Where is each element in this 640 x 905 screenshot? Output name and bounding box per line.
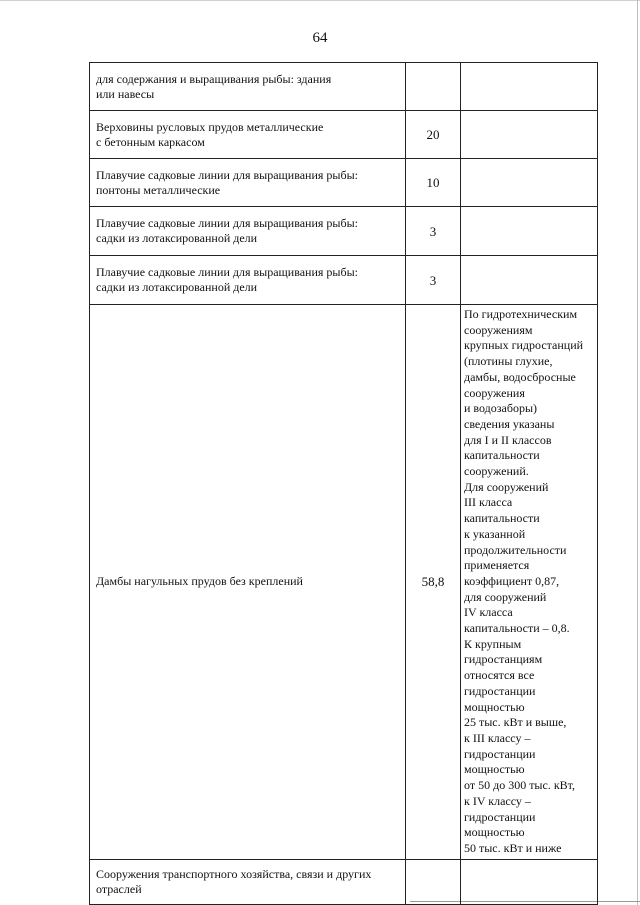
table-row xyxy=(90,859,598,904)
service-life-value xyxy=(406,63,461,111)
service-life-value: 58,8 xyxy=(406,305,461,860)
table-row xyxy=(90,159,598,207)
structure-name-cell xyxy=(90,63,406,111)
structure-name-line: или навесы xyxy=(96,86,155,101)
table-row xyxy=(90,207,598,256)
structure-name-line: Дамбы нагульных прудов без креплений xyxy=(96,574,303,589)
structure-name-cell xyxy=(90,111,406,159)
note-cell xyxy=(461,111,598,159)
note-cell xyxy=(461,859,598,904)
table-row xyxy=(90,256,598,305)
structure-name-cell xyxy=(90,159,406,207)
page-number: 64 xyxy=(312,30,328,46)
structure-name-line: садки из лотаксированной дели xyxy=(96,231,258,245)
structure-name-line: Плавучие садковые линии для выращивания рыбы: xyxy=(96,265,358,279)
service-life-value xyxy=(406,859,461,904)
structure-name-cell xyxy=(90,305,406,860)
structure-name-line: садки из лотаксированной дели xyxy=(96,280,258,294)
table-body xyxy=(90,63,598,905)
structure-name-line: Верховины русловых прудов металлические xyxy=(96,119,324,134)
service-life-value: 10 xyxy=(406,159,461,207)
structure-name-line: для содержания и выращивания рыбы: здания xyxy=(96,71,332,86)
depreciation-table xyxy=(89,62,598,905)
note-cell xyxy=(461,256,598,305)
service-life-value: 3 xyxy=(406,256,461,305)
page-edge-right xyxy=(637,0,638,905)
service-life-value: 3 xyxy=(406,207,461,256)
page-edge-top xyxy=(0,0,640,1)
table-row xyxy=(90,305,598,860)
structure-name-line: с бетонным каркасом xyxy=(96,134,205,149)
structure-name-line: понтоны металлические xyxy=(96,182,221,197)
table-row xyxy=(90,63,598,111)
service-life-value: 20 xyxy=(406,111,461,159)
table-row xyxy=(90,111,598,159)
structure-name-line: Плавучие садковые линии для выращивания рыбы: xyxy=(96,167,358,182)
note-cell xyxy=(461,305,598,860)
structure-name-cell xyxy=(90,859,406,904)
note-cell xyxy=(461,207,598,256)
structure-name-line: отраслей xyxy=(96,881,142,896)
structure-name-cell xyxy=(90,256,406,305)
structure-name-line: Плавучие садковые линии для выращивания рыбы: xyxy=(96,216,358,230)
note-cell xyxy=(461,63,598,111)
note-cell xyxy=(461,159,598,207)
structure-name-cell xyxy=(90,207,406,256)
note-text: По гидротехническим сооружениям крупных гидростанций (плотины глухие, дамбы, водосбросные сооружения и водозаборы) сведения указаны для I и II классов капитальности сооружений. Для сооружений III класса капитальности к указанной продолжительности применяется коэффициент 0,87, для сооружений IV класса капитальности – 0,8. К крупным гидростанциям относятся все гидростанции мощностью 25 тыс. кВт и выше, к III классу – гидростанции мощностью от 50 до 300 тыс. кВт, к IV классу – гидростанции мощностью 50 тыс. кВт и ниже xyxy=(464,307,584,855)
structure-name-line: Сооружения транспортного хозяйства, связи и других xyxy=(96,866,372,881)
